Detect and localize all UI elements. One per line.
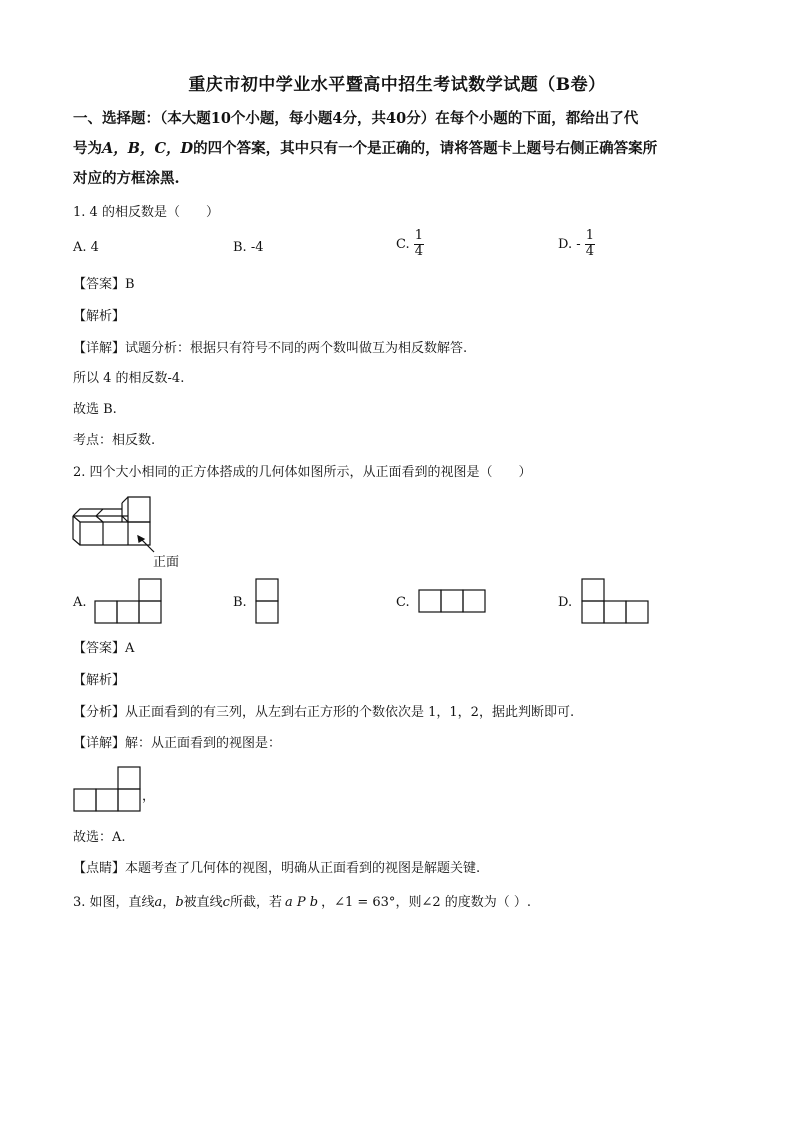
cube-row-divider-1	[96, 509, 103, 516]
q1-option-d	[558, 229, 595, 260]
q2-option-b-label: B.	[233, 595, 247, 610]
cube-mid-depth	[96, 516, 103, 522]
q1-detail: 【详解】试题分析：根据只有符号不同的两个数叫做互为相反数解答.	[73, 341, 468, 356]
view-a-square-3	[139, 601, 161, 623]
q1-option-c-fraction	[414, 229, 424, 260]
section-heading-line-3: 对应的方框涂黑.	[73, 170, 180, 187]
cube-right-depth	[122, 516, 128, 522]
q3-angle1: ，∠1 = 63°	[321, 895, 396, 910]
q3-post: ，则∠2 的度数为（ ）.	[395, 895, 531, 910]
q2-solution-comma: ，	[142, 789, 156, 804]
q2-solution-figure	[73, 766, 143, 814]
cube-top-edge-left	[122, 497, 128, 503]
q1-option-a: A. 4	[73, 240, 99, 255]
solution-square-3	[118, 789, 140, 811]
section-heading-line-1: 一、选择题：（本大题10个小题，每小题4分，共40分）在每个小题的下面，都给出了代	[73, 110, 639, 127]
q3-sep: ，	[162, 895, 176, 910]
view-d-square-3	[626, 601, 648, 623]
q3-mid: 被直线	[183, 895, 223, 910]
view-d-square-2	[604, 601, 626, 623]
section-heading-line-2-post: 的四个答案，其中只有一个是正确的，请将答题卡上题号右侧正确答案所	[193, 140, 658, 157]
view-d-top-square	[582, 579, 604, 601]
section-heading-line-2-pre: 号为	[73, 140, 102, 157]
q2-option-d-figure	[581, 578, 653, 626]
section-heading-letters: A，B，C，D	[102, 140, 194, 157]
view-a-square-1	[95, 601, 117, 623]
q2-answer: 【答案】A	[73, 641, 135, 656]
q1-option-d-numerator: 1	[585, 228, 595, 243]
q2-option-c-figure	[418, 589, 490, 615]
q1-so: 所以 4 的相反数-4.	[73, 371, 185, 386]
view-c-square-2	[441, 590, 463, 612]
q1-point: 考点：相反数.	[73, 433, 156, 448]
q2-analysis: 【解析】	[73, 673, 126, 688]
q1-analysis: 【解析】	[73, 309, 126, 324]
q2-stem: 2. 四个大小相同的正方体搭成的几何体如图所示，从正面看到的视图是（ ）	[73, 465, 532, 480]
q2-fenxi: 【分析】从正面看到的有三列，从左到右正方形的个数依次是 1，1，2，据此判断即可.	[73, 705, 575, 720]
q1-option-d-label: D. -	[558, 236, 581, 252]
solution-square-1	[74, 789, 96, 811]
view-c-square-3	[463, 590, 485, 612]
q3-parallel: a P b	[284, 895, 319, 910]
q1-option-b: B. -4	[233, 240, 264, 255]
q1-option-c-numerator: 1	[414, 228, 424, 243]
q1-option-c	[396, 229, 424, 260]
q3-mid2: 所截，若	[229, 895, 282, 910]
section-heading-line-2	[73, 140, 657, 157]
q1-option-d-denominator: 4	[585, 243, 595, 259]
view-a-top-square	[139, 579, 161, 601]
q1-answer: 【答案】B	[73, 277, 135, 292]
view-b-top-square	[256, 579, 278, 601]
page-title: 重庆市初中学业水平暨高中招生考试数学试题（B卷）	[188, 75, 606, 95]
q2-front-label: 正面	[153, 555, 180, 570]
q2-detail: 【详解】解：从正面看到的视图是：	[73, 736, 282, 751]
q1-stem: 1. 4 的相反数是（ ）	[73, 205, 219, 220]
q2-option-a-label: A.	[73, 595, 87, 610]
view-d-square-1	[582, 601, 604, 623]
q2-cube-figure	[72, 494, 162, 554]
cube-left-top-depth	[73, 516, 80, 522]
q2-option-b-figure	[255, 578, 281, 626]
q3-line-c: c	[222, 895, 230, 910]
q2-option-d-label: D.	[558, 595, 573, 610]
q1-choose: 故选 B.	[73, 402, 117, 417]
q3-line-b: b	[175, 895, 184, 910]
q1-option-d-fraction	[585, 229, 595, 260]
view-c-square-1	[419, 590, 441, 612]
solution-square-2	[96, 789, 118, 811]
cube-top-front	[128, 497, 150, 522]
q3-line-a: a	[154, 895, 163, 910]
q3-stem-pre: 3. 如图，直线	[73, 895, 155, 910]
q1-option-c-denominator: 4	[414, 243, 424, 259]
q1-option-c-label: C.	[396, 236, 410, 252]
view-b-bottom-square	[256, 601, 278, 623]
q2-option-c-label: C.	[396, 595, 410, 610]
q3-stem	[73, 895, 531, 911]
q2-dianjing: 【点睛】本题考查了几何体的视图，明确从正面看到的视图是解题关键.	[73, 861, 481, 876]
q2-option-a-figure	[94, 578, 164, 626]
q2-choose: 故选：A.	[73, 830, 126, 845]
solution-top-square	[118, 767, 140, 789]
view-a-square-2	[117, 601, 139, 623]
